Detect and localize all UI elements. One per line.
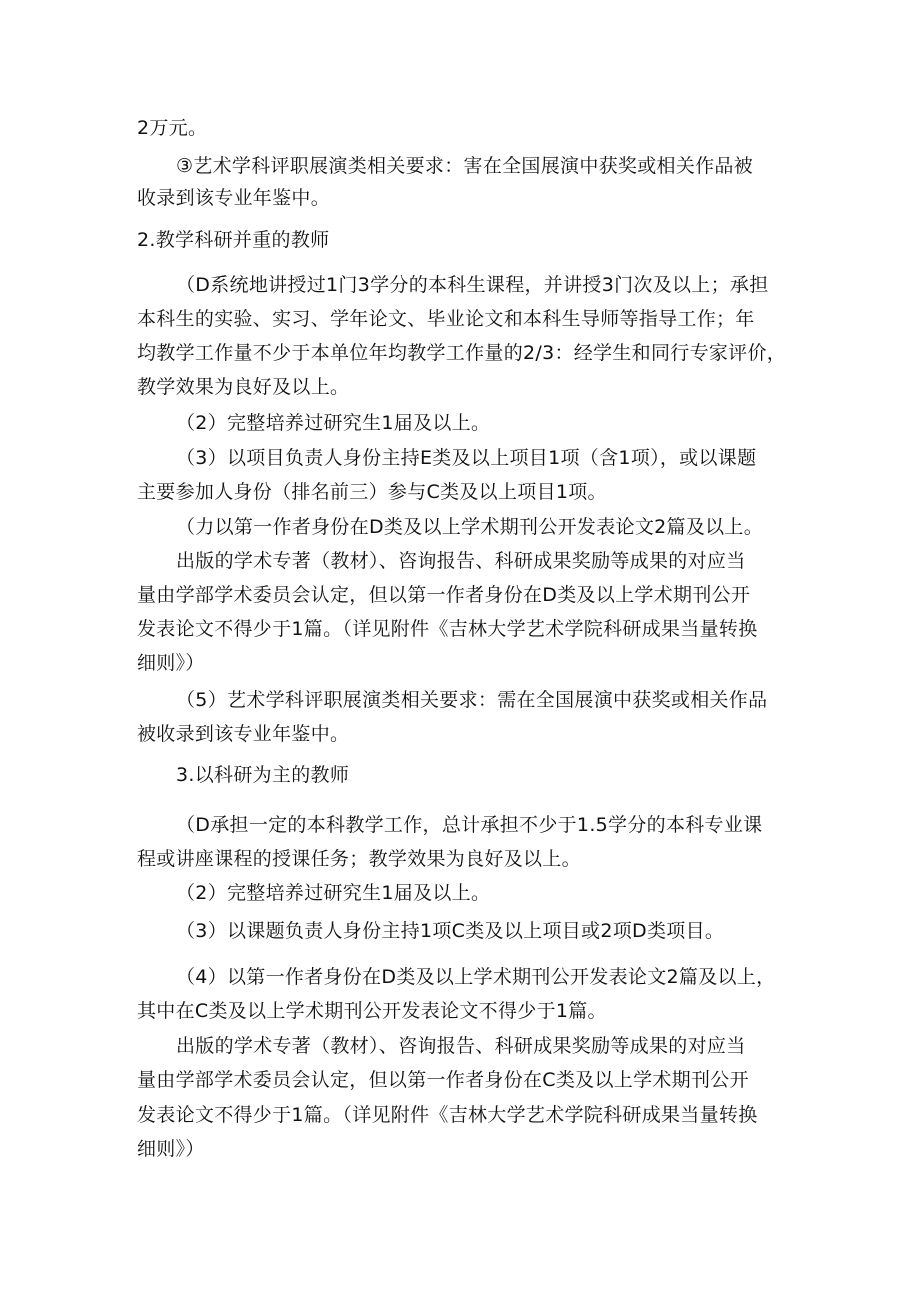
text-line: ③艺术学科评职展演类相关要求：害在全国展演中获奖或相关作品被 (176, 155, 754, 177)
text-line: 本科生的实验、实习、学年论文、毕业论文和本科生导师等指导工作；年 (137, 308, 755, 330)
section-heading: 3.以科研为主的教师 (176, 764, 350, 786)
text-line: 主要参加人身份（排名前三）参与C类及以上项目1项。 (137, 481, 607, 503)
text-line: 出版的学术专著（教材）、咨询报告、科研成果奖励等成果的对应当 (176, 1035, 746, 1057)
text-line: （D系统地讲授过1门3学分的本科生课程，并讲授3门次及以上；承担 (176, 274, 769, 296)
text-line: 均教学工作量不少于本单位年均教学工作量的2/3：经学生和同行专家评价， (137, 342, 787, 364)
text-line: （3）以课题负责人身份主持1项C类及以上项目或2项D类项目。 (176, 920, 725, 942)
text-line: （4）以第一作者身份在D类及以上学术期刊公开发表论文2篇及以上， (176, 966, 776, 988)
text-line: 发表论文不得少于1篇。（详见附件《吉林大学艺术学院科研成果当量转换 (137, 1104, 758, 1126)
text-line: 量由学部学术委员会认定，但以第一作者身份在C类及以上学术期刊公开 (137, 1069, 749, 1091)
text-line: 被收录到该专业年鉴中。 (137, 723, 350, 745)
text-line: （D承担一定的本科教学工作，总计承担不少于1.5学分的本科专业课 (176, 814, 763, 836)
text-line: （5）艺术学科评职展演类相关要求：需在全国展演中获奖或相关作品 (176, 689, 768, 711)
text-line: 细则》） (137, 1138, 205, 1160)
text-line: 出版的学术专著（教材）、咨询报告、科研成果奖励等成果的对应当 (176, 550, 746, 572)
text-line: 细则》） (137, 652, 205, 674)
text-line: （2）完整培养过研究生1届及以上。 (176, 882, 491, 904)
text-line: （3）以项目负责人身份主持E类及以上项目1项（含1项），或以课题 (176, 447, 757, 469)
text-line: 教学效果为良好及以上。 (137, 376, 350, 398)
text-line: （力以第一作者身份在D类及以上学术期刊公开发表论文2篇及以上。 (176, 516, 764, 538)
text-line: 发表论文不得少于1篇。（详见附件《吉林大学艺术学院科研成果当量转换 (137, 618, 758, 640)
text-line: 收录到该专业年鉴中。 (137, 187, 331, 209)
text-line: 量由学部学术委员会认定，但以第一作者身份在D类及以上学术期刊公开 (137, 584, 751, 606)
text-line: （2）完整培养过研究生1届及以上。 (176, 412, 491, 434)
section-heading: 2.教学科研并重的教师 (137, 229, 330, 251)
text-line: 程或讲座课程的授课任务；教学效果为良好及以上。 (137, 848, 581, 870)
text-line: 2万元。 (137, 117, 208, 139)
text-line: 其中在C类及以上学术期刊公开发表论文不得少于1篇。 (137, 1000, 607, 1022)
